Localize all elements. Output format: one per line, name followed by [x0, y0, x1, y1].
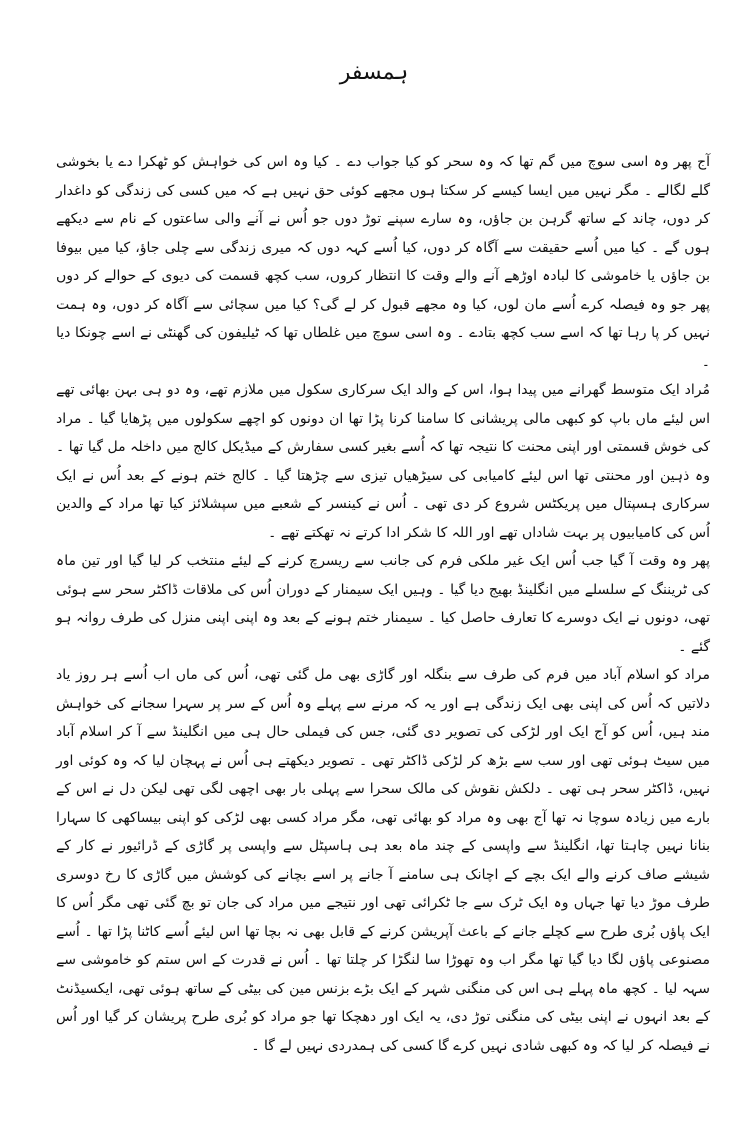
- paragraph-2: مُراد ایک متوسط گھرانے میں پیدا ہوا، اس کے والد ایک سرکاری سکول میں ملازم تھے، وہ دو ہی بہن بھائی تھے اس لیئے ماں باپ کو کبھی مالی پریشانی کا سامنا کرنا پڑا تھا ان دونوں کو اچھے سکولوں میں پڑھایا گیا ۔ مراد کی خوش قسمتی اور اپنی محنت کا نتیجہ تھا کہ اُسے بغیر کسی سفارش کے میڈیکل کالج میں داخلہ مل گیا تھا ۔ وہ ذہین اور محنتی تھا اس لیئے کامیابی کی سیڑھیاں تیزی سے چڑھتا گیا ۔ کالج ختم ہونے کے بعد اُس نے ایک سرکاری ہسپتال میں پریکٹس شروع کر دی تھی ۔ اُس نے کینسر کے شعبے میں سپشلائز کیا تھا مراد کے والدین اُس کی کامیابیوں پر بہت شاداں تھے اور اللہ کا شکر ادا کرتے نہ تھکتے تھے ۔: [56, 382, 710, 541]
- paragraph-1: آج پھر وہ اسی سوچ میں گم تھا کہ وہ سحر کو کیا جواب دے ۔ کیا وہ اس کی خواہش کو ٹھکرا دے یا بخوشی گلے لگالے ۔ مگر نہیں میں ایسا کیسے کر سکتا ہوں مجھے کوئی حق نہیں ہے کہ میں کسی کی زندگی کو داغدار کر دوں، چاند کے ساتھ گرہن بن جاؤں، وہ سارے سپنے توڑ دوں جو اُس نے آنے والی ساعتوں کے نام سے دیکھے ہوں گے ۔ کیا میں اُسے حقیقت سے آگاہ کر دوں، کیا اُسے کہہ دوں کہ میری زندگی سے چلی جاؤ، کیا میں بیوفا بن جاؤں یا خاموشی کا لبادہ اوڑھے آنے والے وقت کا انتظار کروں، سب کچھ قسمت کی دیوی کے حوالے کر دوں پھر جو وہ فیصلہ کرے اُسے مان لوں، کیا وہ مجھے قبول کر لے گی؟ کیا میں سچائی سے آگاہ کر دوں، وہ ہمت نہیں کر پا رہا تھا کہ اسے سب کچھ بتادے ۔ وہ اسی سوچ میں غلطاں تھا کہ ٹیلیفون کی گھنٹی نے اسے چونکا دیا ۔: [56, 154, 710, 370]
- page-title: ہمسفر: [339, 60, 409, 85]
- story-body: [56, 148, 710, 1060]
- paragraph-4: مراد کو اسلام آباد میں فرم کی طرف سے بنگلہ اور گاڑی بھی مل گئی تھی، اُس کی ماں اب اُسے ہر روز یاد دلاتیں کہ اُس کی اپنی بھی ایک زندگی ہے اور یہ کہ مرنے سے پہلے وہ اُس کے سر پر سہرا سجانے کی خواہش مند ہیں، اُس کو آج ایک اور لڑکی کی تصویر دی گئی، جس کی فیملی حال ہی میں انگلینڈ سے آ کر اسلام آباد میں سیٹ ہوئی تھی اور سب سے بڑھ کر لڑکی ڈاکٹر تھی ۔ تصویر دیکھتے ہی اُس نے پہچان لیا کہ وہ کوئی اور نہیں، ڈاکٹر سحر ہی تھی ۔ دلکش نقوش کی مالک سحرا سے پہلی بار بھی اچھی لگی تھی لیکن دل نے اس کے بارے میں زیادہ سوچا نہ تھا آج بھی وہ مراد کو بھائی تھی، مگر مراد کسی بھی لڑکی کو اپنی بیساکھی کا سہارا بنانا نہیں چاہتا تھا، انگلینڈ سے واپسی کے چند ماہ بعد ہی ہاسپٹل سے واپسی پر گاڑی کے ڈرائیور نے کار کے شیشے صاف کرنے والے ایک بچے کے اچانک ہی سامنے آ جانے پر اسے بچانے کی کوشش میں گاڑی کا رخ دوسری طرف موڑ دیا تھا جہاں وہ ایک ٹرک سے جا ٹکرائی تھی اور نتیجے میں مراد کی جان تو بچ گئی تھی مگر اُس کا ایک پاؤں بُری طرح سے کچلے جانے کے باعث آپریشن کرنے کے قابل بھی نہ بچا تھا اس لیئے اُسے کاٹنا پڑا تھا ۔ اُسے مصنوعی پاؤں لگا دیا گیا تھا مگر اب وہ تھوڑا سا لنگڑا کر چلتا تھا ۔ اُس نے قدرت کے اس ستم کو خاموشی سے سہہ لیا ۔ کچھ ماہ پہلے ہی اس کی منگنی شہر کے ایک بڑے بزنس مین کی بیٹی کے ساتھ ہوئی تھی، ایکسیڈنٹ کے بعد انہوں نے اپنی بیٹی کی منگنی توڑ دی، یہ ایک اور دھچکا تھا جو مراد کو بُری طرح پریشان کر گیا اور اُس نے فیصلہ کر لیا کہ وہ کبھی شادی نہیں کرے گا کسی کی ہمدردی نہیں لے گا ۔: [56, 667, 710, 1054]
- paragraph-3: پھر وہ وقت آ گیا جب اُس ایک غیر ملکی فرم کی جانب سے ریسرچ کرنے کے لیئے منتخب کر لیا گیا اور تین ماہ کی ٹریننگ کے سلسلے میں انگلینڈ بھیج دیا گیا ۔ وہیں ایک سیمنار کے دوران اُس کی ملاقات ڈاکٹر سحر سے ہوئی تھی، دونوں نے ایک دوسرے کا تعارف حاصل کیا ۔ سیمنار ختم ہونے کے بعد وہ اپنی اپنی منزل کی طرف روانہ ہو گئے ۔: [56, 553, 710, 655]
